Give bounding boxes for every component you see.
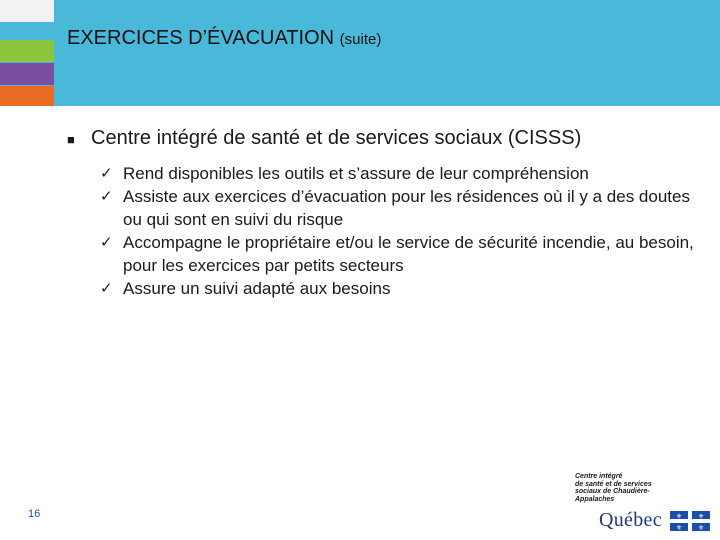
cisss-logo: [575, 473, 710, 531]
logo-line: de santé et de services: [575, 480, 652, 488]
header-band: [0, 0, 720, 106]
logo-line: Appalaches: [575, 495, 615, 503]
svg-text:⚜: ⚜: [697, 523, 705, 531]
main-bullet-text: Centre intégré de santé et de services sociaux (CISSS): [91, 127, 582, 149]
svg-text:⚜: ⚜: [675, 523, 683, 531]
main-bullet: [67, 126, 707, 152]
slide-title-suffix: (suite): [339, 31, 382, 48]
quebec-wordmark-text: Québec: [599, 509, 662, 531]
svg-text:⚜: ⚜: [697, 512, 705, 520]
quebec-wordmark: [599, 509, 710, 532]
header-stripe-purple: [0, 63, 54, 85]
logo-line: Centre intégré: [575, 473, 623, 480]
checkmark-icon: ✓: [100, 188, 113, 205]
page-number: 16: [28, 508, 41, 520]
list-item: [100, 162, 707, 185]
header-stripe-green: [0, 40, 54, 62]
slide-content: [67, 126, 707, 300]
list-item-text: Rend disponibles les outils et s’assure de leur compréhension: [123, 164, 589, 183]
list-item: [100, 277, 707, 300]
header-stripe-orange: [0, 86, 54, 106]
square-bullet-icon: ■: [67, 132, 75, 147]
slide-title-text: EXERCICES D’ÉVACUATION: [67, 27, 335, 49]
quebec-flag-icon: [670, 511, 710, 531]
list-item-text: Accompagne le propriétaire et/ou le service de sécurité incendie, au besoin, pour les exercices par petits secteurs: [123, 233, 694, 275]
header-stripe-white: [0, 0, 54, 22]
list-item-text: Assure un suivi adapté aux besoins: [123, 279, 391, 298]
svg-text:⚜: ⚜: [675, 512, 683, 520]
checkmark-icon: ✓: [100, 165, 113, 182]
list-item: [100, 231, 707, 277]
sub-bullet-list: [67, 162, 707, 300]
list-item-text: Assiste aux exercices d’évacuation pour les résidences où il y a des doutes ou qui sont en suivi du risque: [123, 187, 690, 229]
checkmark-icon: ✓: [100, 280, 113, 297]
checkmark-icon: ✓: [100, 234, 113, 251]
logo-line: sociaux de Chaudière-: [575, 488, 650, 495]
slide-title: [67, 27, 381, 50]
list-item: [100, 185, 707, 231]
logo-text: [575, 473, 710, 503]
